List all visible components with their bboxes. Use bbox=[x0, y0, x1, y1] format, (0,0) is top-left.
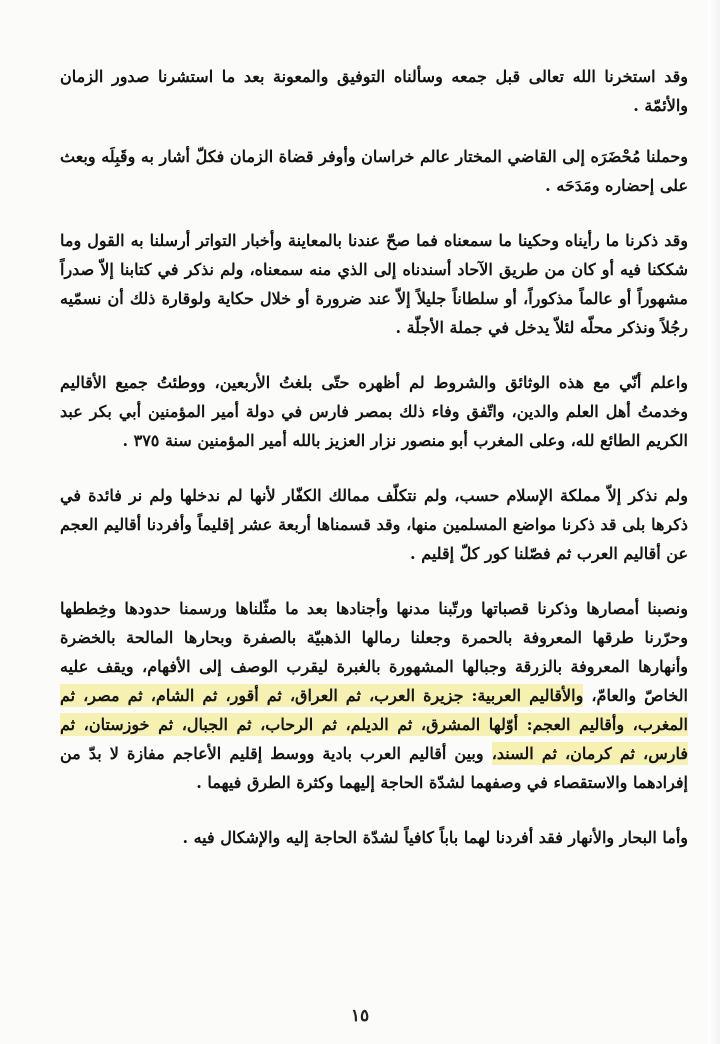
paragraph-1: وقد استخرنا الله تعالى قبل جمعه وسألناه التوفيق والمعونة بعد ما استشرنا صدور الزمان والأئمّة . bbox=[60, 67, 688, 115]
screenshot-edge bbox=[708, 0, 720, 1044]
paragraph-2: وحملنا مُحْضَرَه إلى القاضي المختار عالم خراسان وأوفر قضاة الزمان فكلّ أشار به وقَبِلَه وبعث على إحضاره ومَدَحَه . bbox=[60, 147, 688, 195]
paragraph-4: واعلم أنّي مع هذه الوثائق والشروط لم أظهره حتّى بلغتُ الأربعين، ووطئتُ جميع الأقاليم وخدمتُ أهل العلم والدين، واتّفق وفاء ذلك بمصر فارس في دولة أمير المؤمنين أبي بكر عبد الكريم الطائع لله، وعلى المغرب أبو منصور نزار العزيز بالله أمير المؤمنين سنة ٣٧٥ . bbox=[60, 373, 688, 450]
paragraph-6-start: ونصبنا أمصارها وذكرنا قصباتها ورتّبنا مدنها وأجنادها بعد ما مثّلناها ورسمنا حدودها وخِططها وحرّرنا طرقها المعروفة بالحمرة وجعلنا رمالها الذهبيّة بالصفرة وبحارها المالحة بالخضرة وأنهارها المعروفة بالزرقة وجبالها المشهورة بالغبرة ليقرب الوصف إلى الأفهام، ويقف عليه الخاصّ والعامّ، bbox=[60, 599, 689, 705]
paragraph-6 bbox=[60, 594, 688, 797]
paragraph-7: وأما البحار والأنهار فقد أفردنا لهما باباً كافياً لشدّة الحاجة إليه والإشكال فيه . bbox=[182, 828, 688, 847]
page-body bbox=[60, 62, 688, 878]
paragraph-5: ولم نذكر إلاّ مملكة الإسلام حسب، ولم نتكلّف ممالك الكفّار لأنها لم ندخلها ولم نر فائدة في ذكرها بلى قد ذكرنا مواضع المسلمين منها، وقد قسمناها أربعة عشر إقليماً وأفردنا أقاليم العجم عن أقاليم العرب ثم فصّلنا كور كلّ إقليم . bbox=[60, 486, 688, 563]
highlighted-regions-list: والأقاليم العربية: جزيرة العرب، ثم العراق، ثم أقور، ثم الشام، ثم مصر، ثم المغرب، وأقاليم العجم: أوّلها المشرق، ثم الديلم، ثم الرحاب، ثم الجبال، ثم خوزستان، ثم فارس، ثم كرمان، ثم السند، bbox=[60, 686, 689, 763]
page-number: ١٥ bbox=[350, 1006, 370, 1026]
paragraph-6-end: وبين أقاليم العرب بادية ووسط إقليم الأعاجم مفازة لا بدّ من إفرادهما والاستقصاء في وصفهما لشدّة الحاجة إليهما وكثرة الطرق فيهما . bbox=[60, 744, 688, 792]
paragraph-3: وقد ذكرنا ما رأيناه وحكينا ما سمعناه فما صحّ عندنا بالمعاينة وأخبار التواتر أرسلنا به القول وما شككنا فيه أو كان من طريق الآحاد أسندناه إلى الذي منه سمعناه، ولم نذكر في كتابنا إلاّ صدراً مشهوراً أو عالماً مذكوراً، أو سلطاناً جليلاً إلاّ عند ضرورة أو خلال حكاية ولوقارة ذلك أن نسمّيه رجُلاً ونذكر محلّه لئلاّ يدخل في جملة الأجلّة . bbox=[60, 231, 688, 337]
